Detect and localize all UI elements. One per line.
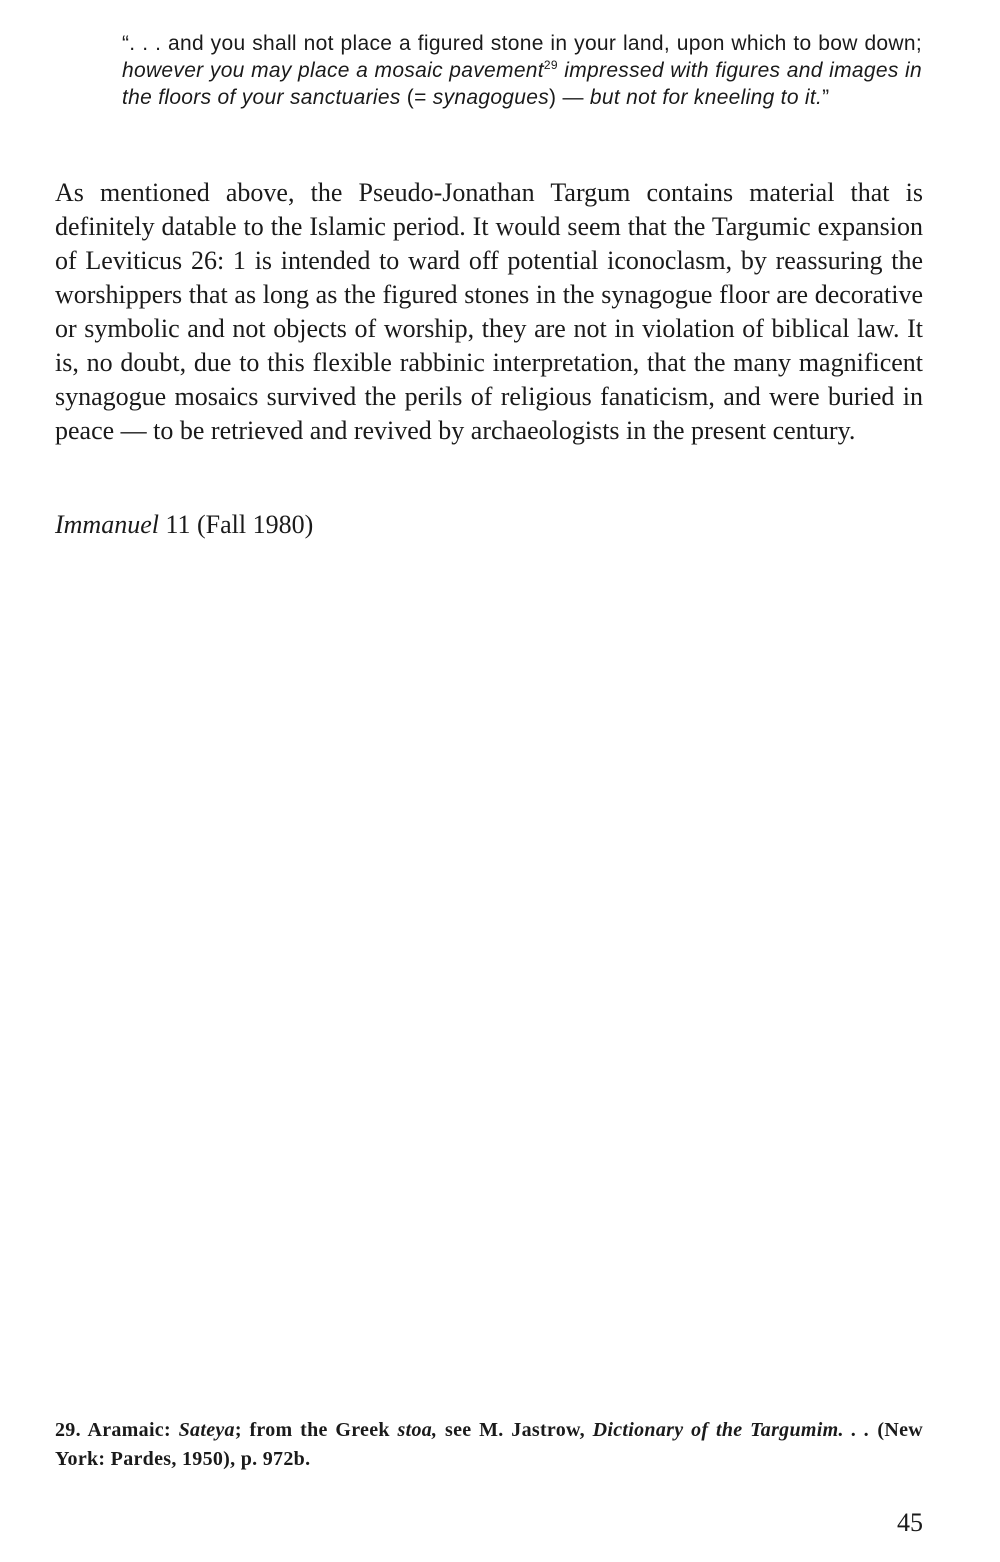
footnote-greek: stoa, (397, 1419, 438, 1441)
footnote-title: Dictionary of the Targumim. . . (592, 1419, 870, 1441)
page-number: 45 (897, 1508, 923, 1537)
footnote-text: 29. Aramaic: (55, 1419, 179, 1441)
body-paragraph: As mentioned above, the Pseudo-Jonathan Targum contains material that is definitely datable to the Islamic period. It would seem that the Targumic expansion of Leviticus 26: 1 is intended to ward off potential iconoclasm, by reassuring the worshippers that as long as the figured stones in the synagogue floor are decorative or symbolic and not objects of worship, they are not in violation of biblical law. It is, no doubt, due to this flexible rabbinic interpretation, that the many magnificent synagogue mosaics survived the perils of religious fanaticism, and were buried in peace — to be retrieved and revived by archaeologists in the present century. (55, 178, 923, 445)
journal-name: Immanuel (55, 510, 159, 539)
quote-italic: synagogues (432, 86, 550, 109)
footnote-text: (New York: Pardes, 1950), p. 972b. (55, 1419, 924, 1470)
footnote-term: Sateya (178, 1419, 235, 1441)
quote-italic: however you may place a mosaic pavement (122, 59, 544, 82)
quote-text: “. . . and you shall not place a figured stone in your land, upon which to bow down; (122, 32, 922, 55)
footnote-text: see M. Jastrow, (437, 1419, 593, 1441)
block-quote (122, 30, 922, 111)
footnote-text: ; from the Greek (234, 1419, 398, 1441)
source-citation (55, 508, 313, 542)
footnote (55, 1416, 923, 1474)
quote-text: ) — (549, 86, 590, 109)
quote-italic: impressed with figures and images in the floors of your sanctuaries (122, 59, 922, 109)
quote-text: ” (822, 86, 830, 109)
quote-italic: but not for kneeling to it. (589, 86, 823, 109)
journal-issue: 11 (Fall 1980) (158, 510, 314, 539)
quote-text: (= (406, 86, 433, 109)
footnote-reference[interactable]: 29 (543, 58, 558, 72)
